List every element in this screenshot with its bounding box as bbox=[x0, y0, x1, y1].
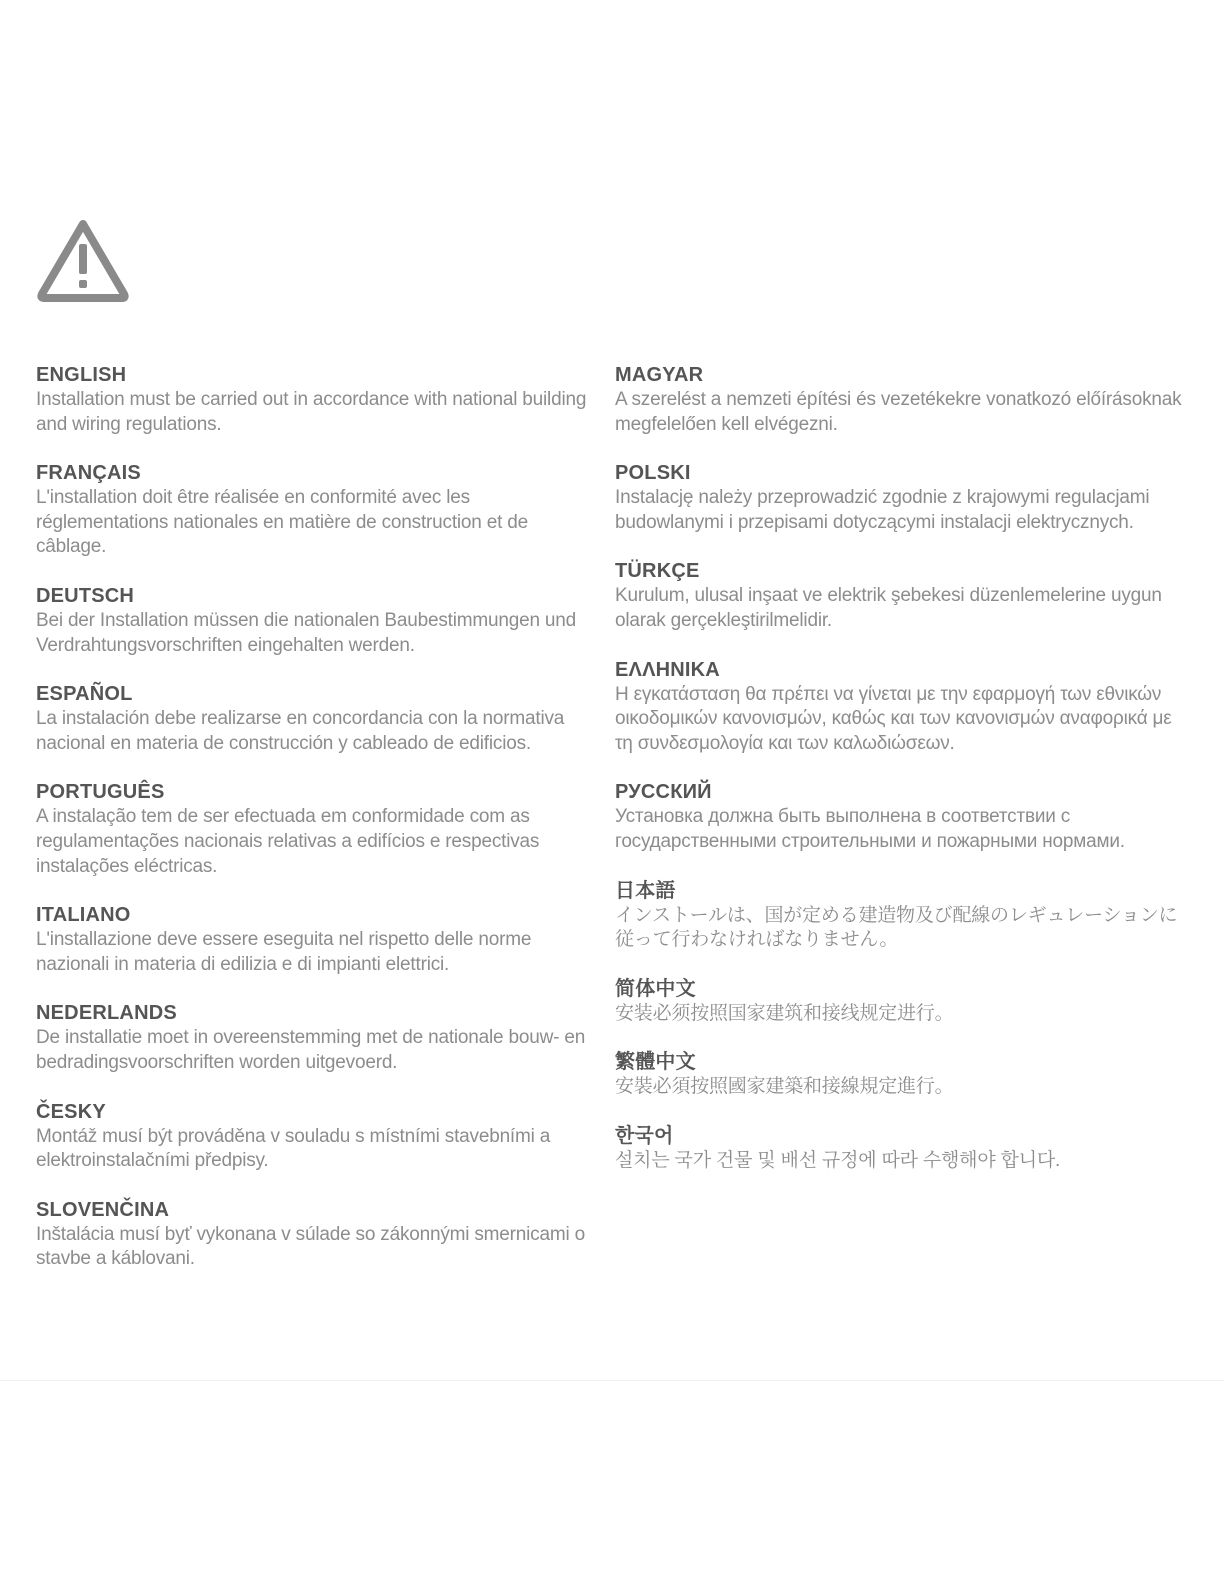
language-text: 설치는 국가 건물 및 배선 규정에 따라 수행해야 합니다. bbox=[615, 1149, 1061, 1171]
section-ellinika bbox=[615, 657, 1190, 757]
language-heading: ESPAÑOL bbox=[36, 683, 133, 706]
language-heading: ČESKY bbox=[36, 1100, 106, 1123]
section-japanese bbox=[615, 878, 1190, 953]
section-turkce bbox=[615, 558, 1190, 633]
section-francais bbox=[36, 460, 596, 560]
language-heading: 日本語 bbox=[615, 879, 676, 902]
language-text: Bei der Installation müssen die nationalen Baubestimmungen und Verdrahtungsvorschriften eingehalten werden. bbox=[36, 609, 577, 656]
section-english bbox=[36, 362, 596, 437]
language-text: La instalación debe realizarse en concordancia con la normativa nacional en materia de construcción y cableado de edificios. bbox=[36, 708, 565, 754]
section-portugues bbox=[36, 779, 596, 879]
section-polski bbox=[615, 460, 1190, 535]
language-heading: NEDERLANDS bbox=[36, 1002, 177, 1025]
language-heading: ENGLISH bbox=[36, 364, 127, 386]
language-heading: ΕΛΛΗΝΙΚΑ bbox=[615, 658, 720, 681]
section-russkiy bbox=[615, 779, 1190, 854]
warning-triangle-icon bbox=[34, 216, 132, 304]
language-text: L'installation doit être réalisée en conformité avec les réglementations nationales en matière de construction et de câblage. bbox=[36, 487, 529, 558]
section-simplified-chinese bbox=[615, 976, 1190, 1027]
language-text: Η εγκατάσταση θα πρέπει να γίνεται με την εφαρμογή των εθνικών οικοδομικών κανονισμών, καθώς και των κανονισμών αναφορικά με τη συνδεσμολογία και των καλωδιώσεων. bbox=[615, 683, 1172, 754]
language-text: A instalação tem de ser efectuada em conformidade com as regulamentações nacionais relativas a edifícios e respectivas instalações eléctricas. bbox=[36, 806, 540, 877]
language-heading: PORTUGUÊS bbox=[36, 781, 165, 804]
language-text: L'installazione deve essere eseguita nel rispetto delle norme nazionali in materia di edilizia e di impianti elettrici. bbox=[36, 929, 532, 975]
language-heading: РУССКИЙ bbox=[615, 781, 712, 804]
language-heading: DEUTSCH bbox=[36, 584, 135, 607]
language-heading: ITALIANO bbox=[36, 904, 131, 927]
language-heading: 한국어 bbox=[615, 1124, 674, 1147]
section-italiano bbox=[36, 902, 596, 977]
language-heading: MAGYAR bbox=[615, 364, 704, 386]
language-text: Установка должна быть выполнена в соответствии с государственными строительными и пожарными нормами. bbox=[615, 806, 1125, 852]
language-text: Inštalácia musí byť vykonana v súlade so zákonnými smernicami o stavbe a káblovani. bbox=[36, 1223, 585, 1270]
page-bottom-margin bbox=[0, 1380, 1224, 1585]
language-text: A szerelést a nemzeti építési és vezetékekre vonatkozó előírásoknak megfelelően kell elvégezni. bbox=[615, 389, 1182, 435]
language-text: Instalację należy przeprowadzić zgodnie z krajowymi regulacjami budowlanymi i przepisami dotyczącymi instalacji elektrycznych. bbox=[615, 487, 1150, 533]
right-column bbox=[615, 362, 1190, 1197]
language-text: Kurulum, ulusal inşaat ve elektrik şebekesi düzenlemelerine uygun olarak gerçekleştirilmelidir. bbox=[615, 585, 1162, 631]
language-heading: 繁體中文 bbox=[615, 1051, 696, 1074]
language-text: Montáž musí být prováděna v souladu s místními stavebními a elektroinstalačními předpisy. bbox=[36, 1125, 551, 1172]
language-text: De installatie moet in overeenstemming met de nationale bouw- en bedradingsvoorschriften worden uitgevoerd. bbox=[36, 1027, 586, 1073]
language-text: 安装必须按照国家建筑和接线规定进行。 bbox=[615, 1002, 954, 1024]
section-cesky bbox=[36, 1099, 596, 1174]
language-heading: 简体中文 bbox=[615, 977, 696, 1000]
language-heading: FRANÇAIS bbox=[36, 462, 141, 485]
section-magyar bbox=[615, 362, 1190, 437]
language-heading: POLSKI bbox=[615, 462, 691, 485]
language-heading: TÜRKÇE bbox=[615, 560, 700, 583]
section-korean bbox=[615, 1123, 1190, 1174]
section-slovencina bbox=[36, 1197, 596, 1272]
left-column bbox=[36, 362, 596, 1295]
section-espanol bbox=[36, 681, 596, 756]
section-traditional-chinese bbox=[615, 1049, 1190, 1100]
language-text: インストールは、国が定める建造物及び配線のレギュレーションに従って行わなければなりません。 bbox=[615, 904, 1178, 951]
section-deutsch bbox=[36, 583, 596, 658]
section-nederlands bbox=[36, 1000, 596, 1075]
language-text: Installation must be carried out in accordance with national building and wiring regulations. bbox=[36, 389, 587, 435]
language-text: 安裝必須按照國家建築和接線規定進行。 bbox=[615, 1076, 954, 1098]
language-heading: SLOVENČINA bbox=[36, 1198, 170, 1221]
